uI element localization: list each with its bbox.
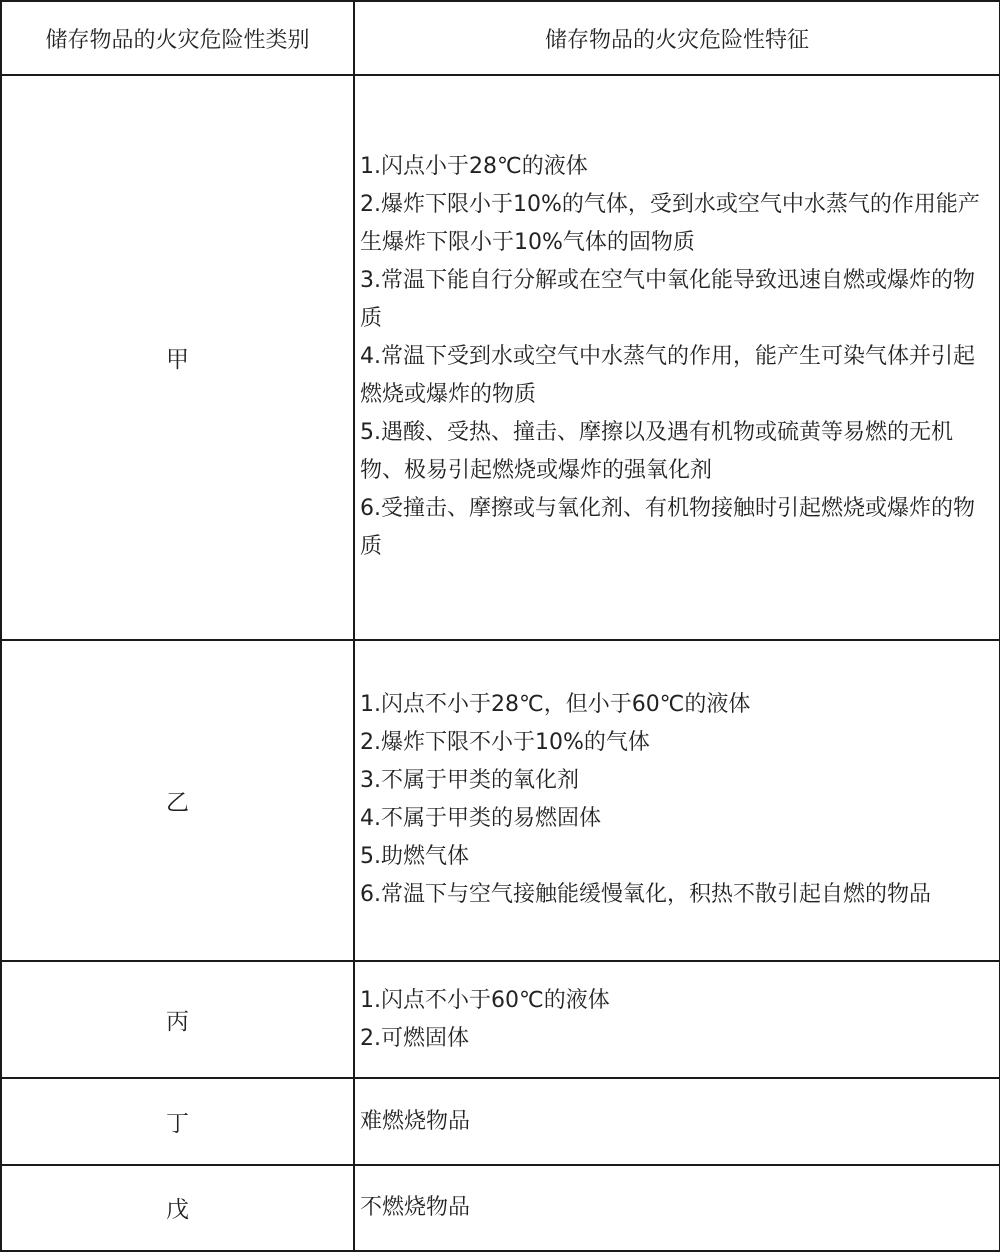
- features-jia: [354, 75, 1000, 640]
- feature-item: 6.受撞击、摩擦或与氧化剂、有机物接触时引起燃烧或爆炸的物质: [360, 496, 975, 560]
- features-ding: [354, 1078, 1000, 1164]
- feature-item: 4.不属于甲类的易燃固体: [360, 806, 601, 832]
- features-wu: [354, 1165, 1000, 1251]
- feature-item: 3.不属于甲类的氧化剂: [360, 768, 579, 794]
- feature-item: 难燃烧物品: [360, 1108, 471, 1134]
- feature-item: 4.常温下受到水或空气中水蒸气的作用，能产生可染气体并引起燃烧或爆炸的物质: [360, 344, 975, 408]
- feature-item: 1.闪点不小于60℃的液体: [360, 987, 610, 1013]
- feature-item: 3.常温下能自行分解或在空气中氧化能导致迅速自燃或爆炸的物质: [360, 268, 975, 332]
- category-bing: 丙: [1, 961, 354, 1078]
- table-row-yi: [1, 640, 1000, 961]
- category-wu: 戊: [1, 1165, 354, 1251]
- table-row-ding: [1, 1078, 1000, 1164]
- table-header-row: [1, 1, 1000, 75]
- category-jia: 甲: [1, 75, 354, 640]
- category-ding: 丁: [1, 1078, 354, 1164]
- features-bing: [354, 961, 1000, 1078]
- feature-item: 1.闪点不小于28℃，但小于60℃的液体: [360, 692, 751, 718]
- feature-item: 2.爆炸下限不小于10%的气体: [360, 730, 650, 756]
- table-row-jia: [1, 75, 1000, 640]
- feature-item: 5.遇酸、受热、撞击、摩擦以及遇有机物或硫黄等易燃的无机物、极易引起燃烧或爆炸的强氧化剂: [360, 420, 953, 484]
- feature-item: 2.可燃固体: [360, 1025, 469, 1051]
- table-row-wu: [1, 1165, 1000, 1251]
- table-row-bing: [1, 961, 1000, 1078]
- feature-item: 5.助燃气体: [360, 844, 469, 870]
- header-category: 储存物品的火灾危险性类别: [1, 1, 354, 75]
- feature-item: 不燃烧物品: [360, 1194, 471, 1220]
- feature-item: 2.爆炸下限小于10%的气体，受到水或空气中水蒸气的作用能产生爆炸下限小于10%气体的固物质: [360, 192, 980, 256]
- category-yi: 乙: [1, 640, 354, 961]
- feature-item: 6.常温下与空气接触能缓慢氧化，积热不散引起自燃的物品: [360, 882, 931, 908]
- header-feature: 储存物品的火灾危险性特征: [354, 1, 1000, 75]
- feature-item: 1.闪点小于28℃的液体: [360, 154, 588, 180]
- features-yi: [354, 640, 1000, 961]
